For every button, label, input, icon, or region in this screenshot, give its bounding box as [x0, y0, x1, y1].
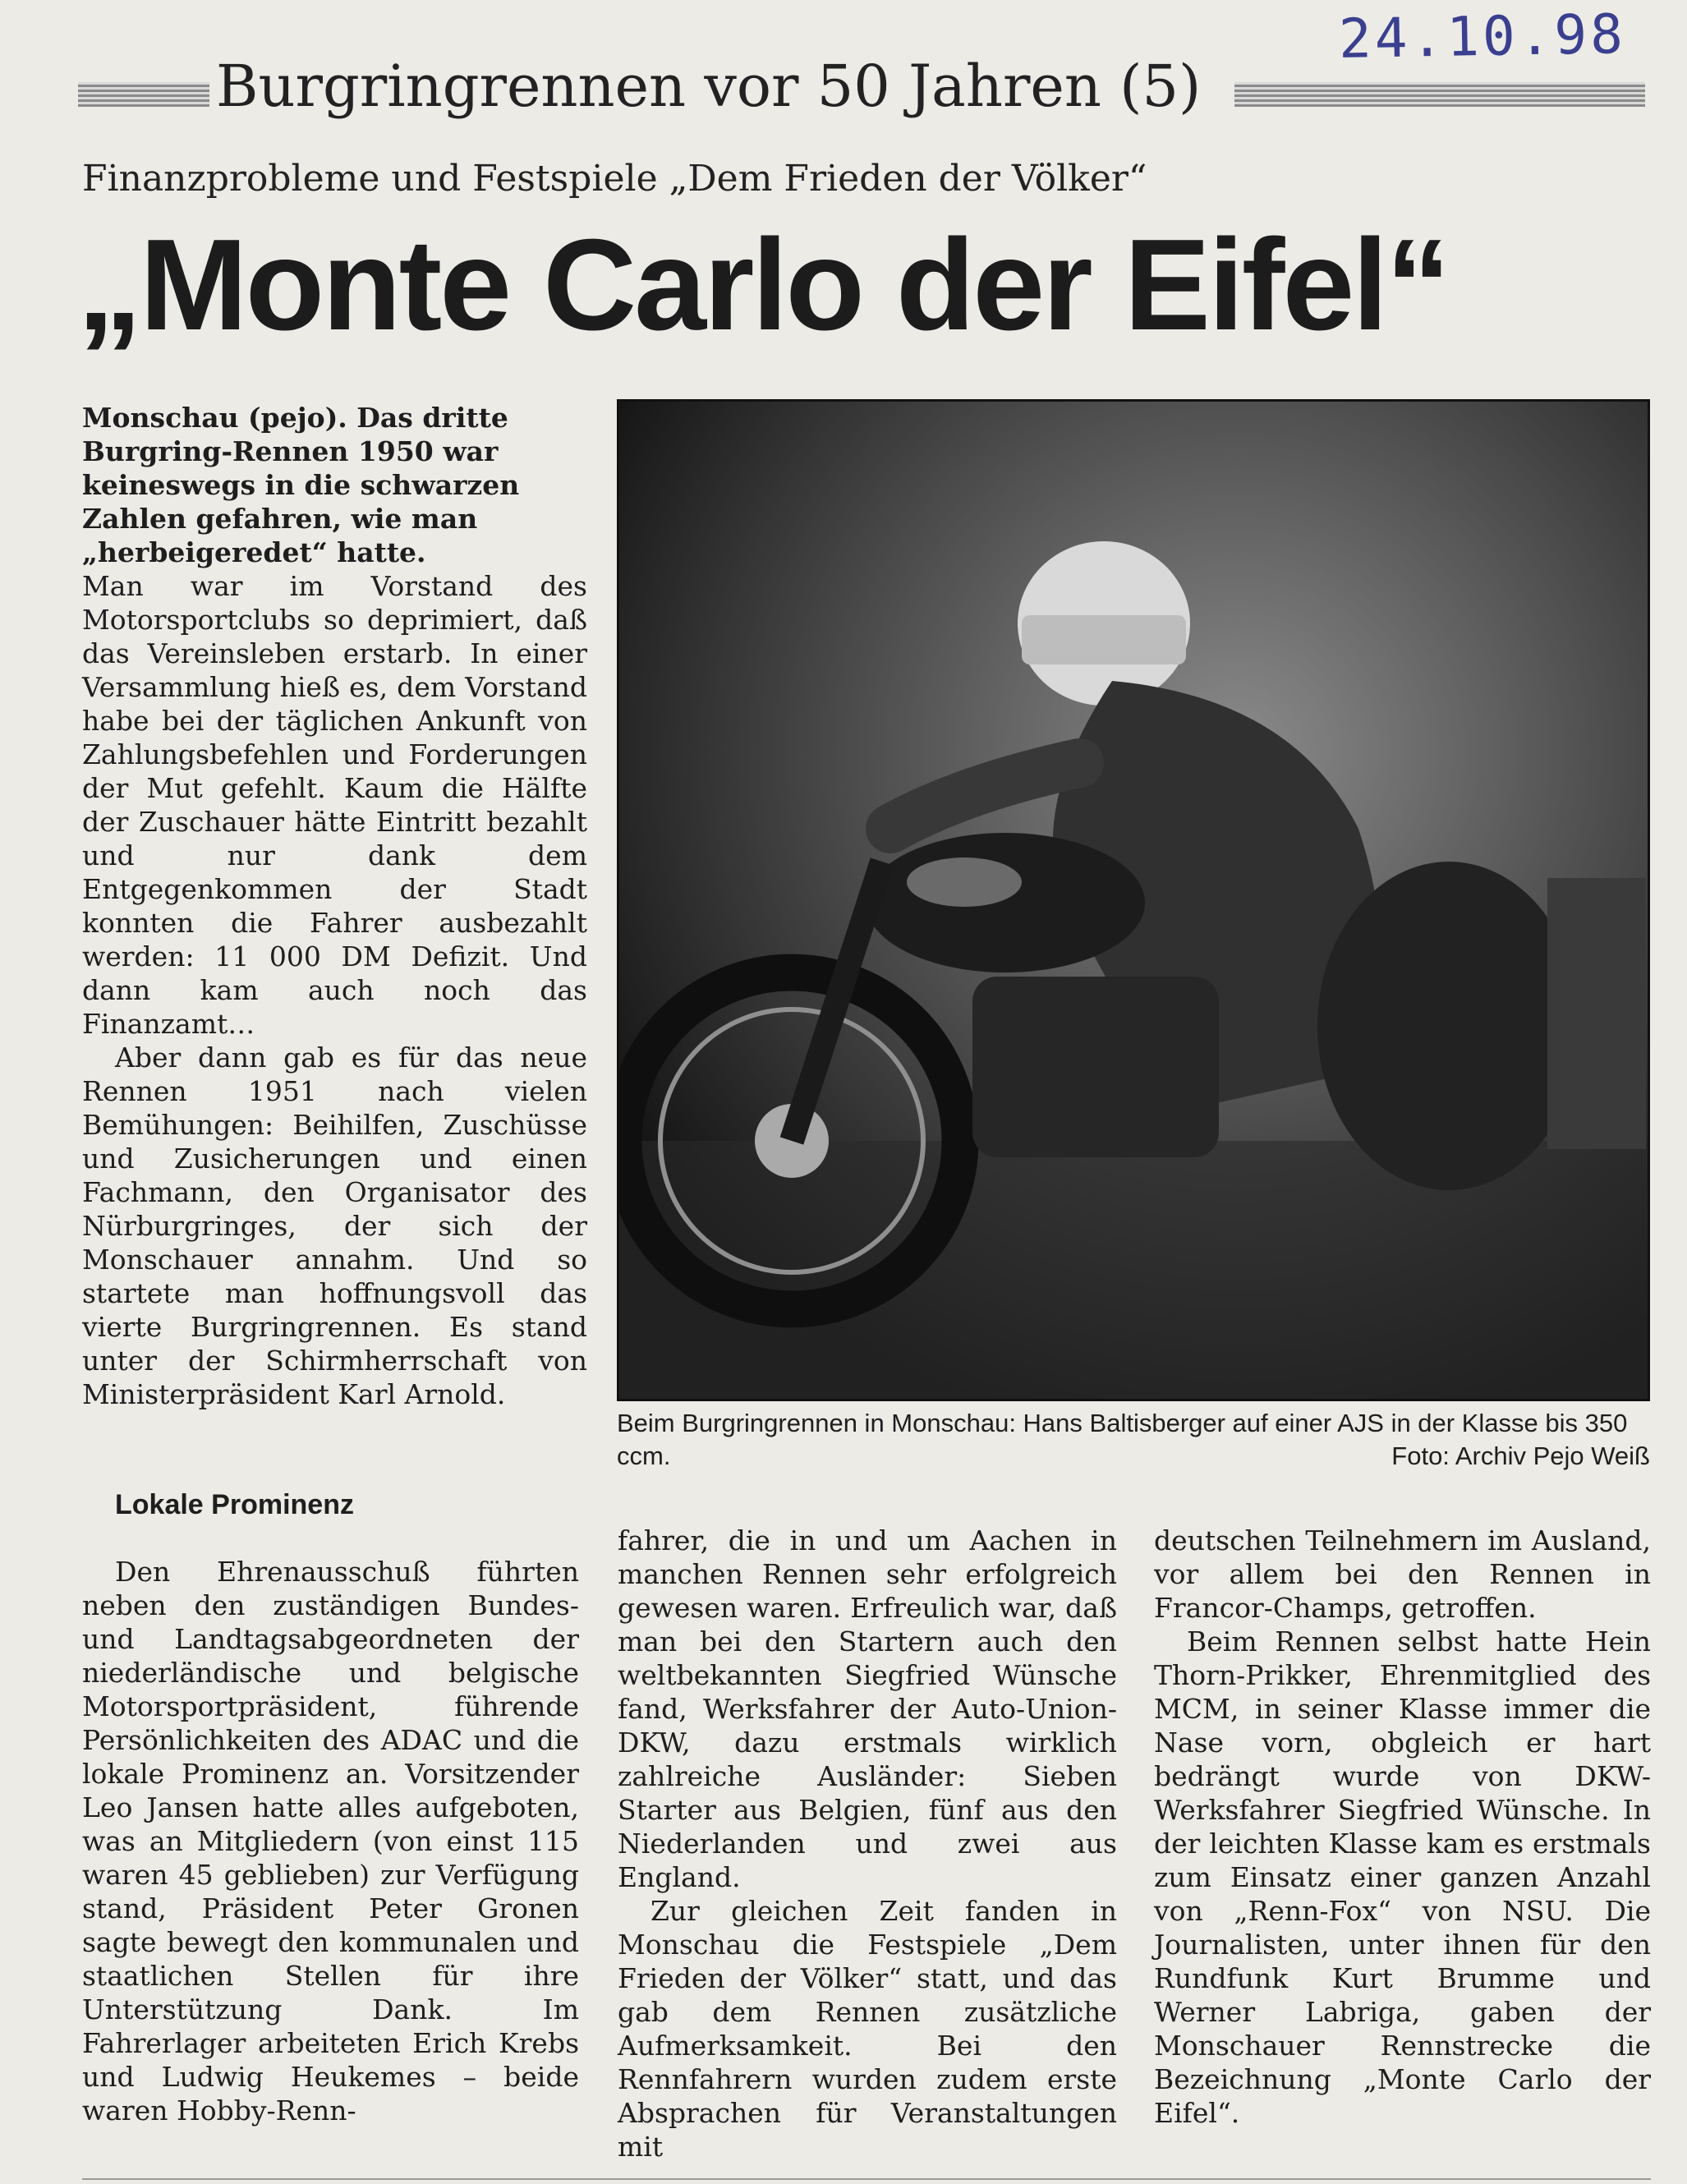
series-kicker: Burgringrennen vor 50 Jahren (5): [216, 53, 1202, 120]
body-paragraph: fahrer, die in und um Aachen in manchen Rennen sehr erfolgreich gewesen waren. Erfreulich war, daß man bei den Startern auch den weltbekannten Siegfried Wünsche fand, Werksfahrer der Auto-Union-DKW, dazu erstmals wirklich zahlreiche Ausländer: Sieben Starter aus Belgien, fünf aus den Niederlanden und zwei aus England.: [618, 1524, 1117, 1893]
column-middle: [618, 1524, 1117, 2163]
motorcycle-photo-illustration: [619, 402, 1648, 1399]
race-photo: [617, 399, 1650, 1401]
body-paragraph: deutschen Teilnehmern im Ausland, vor allem bei den Rennen in Francor-Champs, getroffen.: [1154, 1524, 1651, 1624]
bottom-rule: [82, 2178, 1651, 2180]
kicker-hatch-left: [78, 82, 209, 107]
column-left: [82, 401, 587, 1411]
kicker-row: [78, 49, 1655, 131]
body-paragraph: Den Ehrenausschuß führten neben den zuständigen Bundes- und Landtagsabgeordneten der niederländische und belgische Motorsportpräsident, führende Persönlichkeiten des ADAC und die lokale Prominenz an. Vorsitzender Leo Jansen hatte alles aufgeboten, was an Mitgliedern (von einst 115 waren 45 geblieben) zur Verfügung stand, Präsident Peter Gronen sagte bewegt den kommunalen und staatlichen Stellen für ihre Unterstützung Dank. Im Fahrerlager arbeiteten Erich Krebs und Ludwig Heukemes – beide waren Hobby-Renn-: [82, 1556, 579, 2127]
caption-text: Beim Burgringrennen in Monschau: Hans Baltisberger auf einer AJS in der Klasse bis 350 ccm.: [617, 1409, 1628, 1470]
body-paragraph: Man war im Vorstand des Motorsportclubs so deprimiert, daß das Vereinsleben erstarb. In einer Versammlung hieß es, dem Vorstand habe bei der täglichen Ankunft von Zahlungsbefehlen und Forderungen der Mut gefehlt. Kaum die Hälfte der Zuschauer hätte Eintritt bezahlt und nur dank dem Entgegenkommen der Stadt konnten die Fahrer ausbezahlt werden: 11 000 DM Defizit. Und dann kam auch noch das Finanzamt…: [82, 570, 587, 1040]
article-lead: Monschau (pejo). Das dritte Burgring-Rennen 1950 war keineswegs in die schwarzen Zahlen gefahren, wie man „herbeigeredet“ hatte.: [82, 402, 520, 568]
body-paragraph: Beim Rennen selbst hatte Hein Thorn-Prikker, Ehrenmitglied des MCM, in seiner Klasse immer die Nase vorn, obgleich er hart bedrängt wurde von DKW-Werksfahrer Siegfried Wünsche. In der leichten Klasse kam es erstmals zum Einsatz einer ganzen Anzahl von „Renn-Fox“ von NSU. Die Journalisten, unter ihnen für den Rundfunk Kurt Brumme und Werner Labriga, gaben der Monschauer Rennstrecke die Bezeichnung „Monte Carlo der Eifel“.: [1154, 1625, 1651, 2129]
section-subheading: Lokale Prominenz: [115, 1489, 354, 1520]
kicker-hatch-right: [1234, 82, 1645, 107]
handwritten-date: 24.10.98: [1338, 2, 1627, 71]
column-left-lower: [82, 1488, 579, 2127]
photo-credit: Foto: Archiv Pejo Weiß: [1391, 1441, 1650, 1470]
subheadline: Finanzprobleme und Festspiele „Dem Frieden der Völker“: [82, 158, 1147, 200]
headline: „Monte Carlo der Eifel“: [77, 213, 1449, 357]
photo-caption: [617, 1407, 1650, 1473]
body-paragraph: Zur gleichen Zeit fanden in Monschau die Festspiele „Dem Frieden der Völker“ statt, und das gab dem Rennen zusätzliche Aufmerksamkeit. Bei den Rennfahrern wurden zudem erste Absprachen für Veranstaltungen mit: [618, 1895, 1117, 2163]
body-paragraph: Aber dann gab es für das neue Rennen 1951 nach vielen Bemühungen: Beihilfen, Zuschüsse und Zusicherungen und einen Fachmann, den Organisator des Nürburgringes, der sich der Monschauer annahm. Und so startete man hoffnungsvoll das vierte Burgringrennen. Es stand unter der Schirmherrschaft von Ministerpräsident Karl Arnold.: [82, 1041, 587, 1410]
column-right: [1154, 1524, 1651, 2130]
